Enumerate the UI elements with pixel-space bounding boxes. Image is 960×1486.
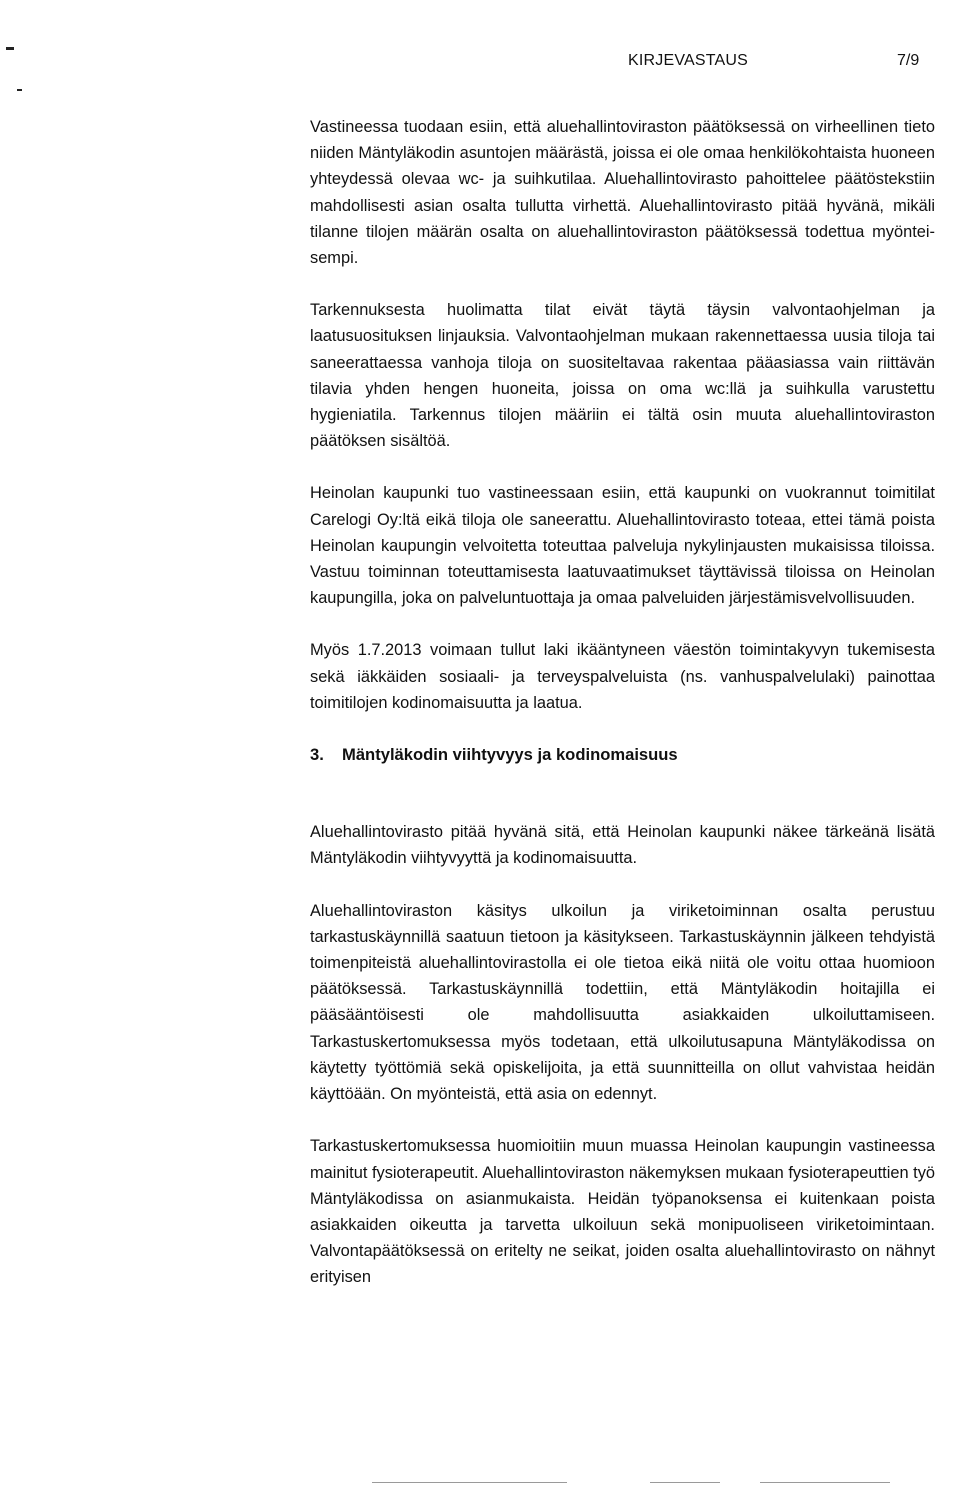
section-paragraph-1: Aluehallintovirasto pitää hyvänä sitä, että Heinolan kaupunki näkee tärkeänä lisätä Mäntyläkodin viihtyvyyttä ja kodinomaisuutta. (310, 823, 935, 868)
section-title: Mäntyläkodin viihtyvyys ja kodinomaisuus (342, 745, 678, 765)
scan-noise-bottom-3 (760, 1482, 890, 1483)
letter-body (310, 114, 935, 1317)
paragraph-4: Myös 1.7.2013 voimaan tullut laki ikääntyneen väestön toimintakyvyn tukemisesta sekä iäkkäiden sosiaali- ja terveyspalveluista (ns. vanhuspalvelulaki) painottaa toimitilojen kodinomaisuutta ja laatua. (310, 641, 935, 712)
paragraph-1: Vastineessa tuodaan esiin, että aluehallintoviraston päätöksessä on virheellinen tieto niiden Mäntyläkodin asuntojen määrästä, joissa ei ole omaa henkilökohtaista huoneen yhteydessä olevaa wc- ja suihkutilaa. Aluehallintovirasto pahoittelee päätöstekstiin mahdollisesti asian osalta tullutta virhettä. Aluehallintovirasto pitää hyvänä, mikäli tilanne tilojen määrän osalta on aluehallintoviraston päätöksessä todettua myönteisempi. (310, 118, 935, 268)
page-number: 7/9 (897, 52, 920, 69)
scan-mark-top-left (6, 47, 14, 50)
section-paragraph-2: Aluehallintoviraston käsitys ulkoilun ja viriketoiminnan osalta perustuu tarkastuskäynnillä saatuun tietoon ja käsitykseen. Tarkastuskäynnin jälkeen tehdyistä toimenpiteistä aluehallintovirastolla ei ole tietoa eikä niitä ole voitu ottaa huomioon päätöksessä. Tarkastuskäynnillä todettiin, että Mäntyläkodin hoitajilla ei pääsääntöisesti ole mahdollisuutta asiakkaiden ulkoiluttamiseen. Tarkastuskertomuksessa myös todetaan, että ulkoilutusapuna Mäntyläkodissa on käytetty työttömiä sekä opiskelijoita, ja että suunnitteilla on ollut vahvistaa heidän käyttöään. On myönteistä, että asia on edennyt. (310, 901, 935, 1104)
scan-mark-left (17, 89, 22, 91)
paragraph-3: Heinolan kaupunki tuo vastineessaan esiin, että kaupunki on vuokrannut toimitilat Carelogi Oy:ltä eikä tiloja ole saneerattu. Aluehallintovirasto toteaa, ettei tämä poista Heinolan kaupungin velvoitetta toteuttaa palveluja nykylinjausten mukaisissa tiloissa. Vastuu toiminnan toteuttamisesta laatuvaatimukset täyttävissä tiloissa on Heinolan kaupungilla, joka on palveluntuottaja ja omaa palveluiden järjestämisvelvollisuuden. (310, 484, 935, 608)
section-paragraph-3: Tarkastuskertomuksessa huomioitiin muun muassa Heinolan kaupungin vastineessa mainitut fysioterapeutit. Aluehallintoviraston näkemyksen mukaan fysioterapeuttien työ Mäntyläkodissa on asianmukaista. Heidän työpanoksensa ei kuitenkaan poista asiakkaiden oikeutta ja tarvetta ulkoiluun sekä monipuoliseen viriketoimintaan. Valvontapäätöksessä on eritelty ne seikat, joiden osalta aluehallintovirasto on nähnyt erityisen (310, 1137, 936, 1287)
paragraph-2: Tarkennuksesta huolimatta tilat eivät täytä täysin valvontaohjelman ja laatusuosituksen linjauksia. Valvontaohjelman mukaan rakennettaessa uusia tiloja tai saneerattaessa vanhoja tiloja on suositeltavaa rakentaa pääasiassa vain riittävän tilavia yhden hengen huoneita, joissa on oma wc:llä ja suihkulla varustettu hygieniatila. Tarkennus tilojen määriin ei tältä osin muuta aluehallintoviraston päätöksen sisältöä. (310, 301, 935, 451)
document-type-header: KIRJEVASTAUS (628, 52, 749, 69)
section-number: 3. (310, 745, 324, 765)
scan-noise-bottom-2 (650, 1482, 720, 1483)
section-heading (310, 742, 935, 768)
scan-noise-bottom-1 (372, 1482, 567, 1483)
